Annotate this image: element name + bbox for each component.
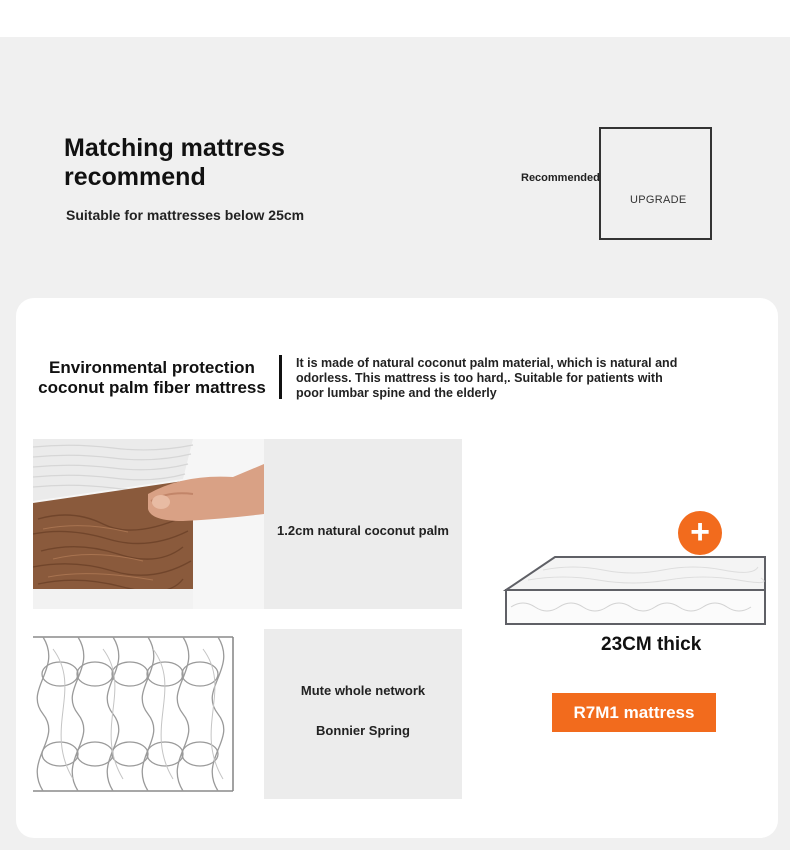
recommended-badge-frame [599,127,712,240]
upgrade-label: UPGRADE [630,194,687,206]
coconut-palm-caption: 1.2cm natural coconut palm [277,523,449,538]
coconut-palm-layer-image [33,439,264,609]
product-title: Environmental protection coconut palm fiber mattress [38,358,266,397]
bonnell-spring-image [33,629,264,799]
bonnell-spring-caption-panel [264,629,462,799]
model-button[interactable]: R7M1 mattress [552,693,716,732]
product-description: It is made of natural coconut palm material, which is natural and odorless. This mattress is too hard,. Suitable for patients with poor lumbar spine and the elderly [296,356,678,400]
title-divider [279,355,282,399]
page-subtitle: Suitable for mattresses below 25cm [66,207,305,223]
mattress-image [503,552,768,630]
top-strip [0,0,790,37]
page-title: Matching mattress recommend [64,134,285,191]
plus-icon: + [678,511,722,555]
spring-caption-line2: Bonnier Spring [316,723,410,738]
spring-caption-line1: Mute whole network [300,683,426,698]
recommended-label: Recommended [521,172,600,184]
mattress-thickness: 23CM thick [601,634,702,655]
